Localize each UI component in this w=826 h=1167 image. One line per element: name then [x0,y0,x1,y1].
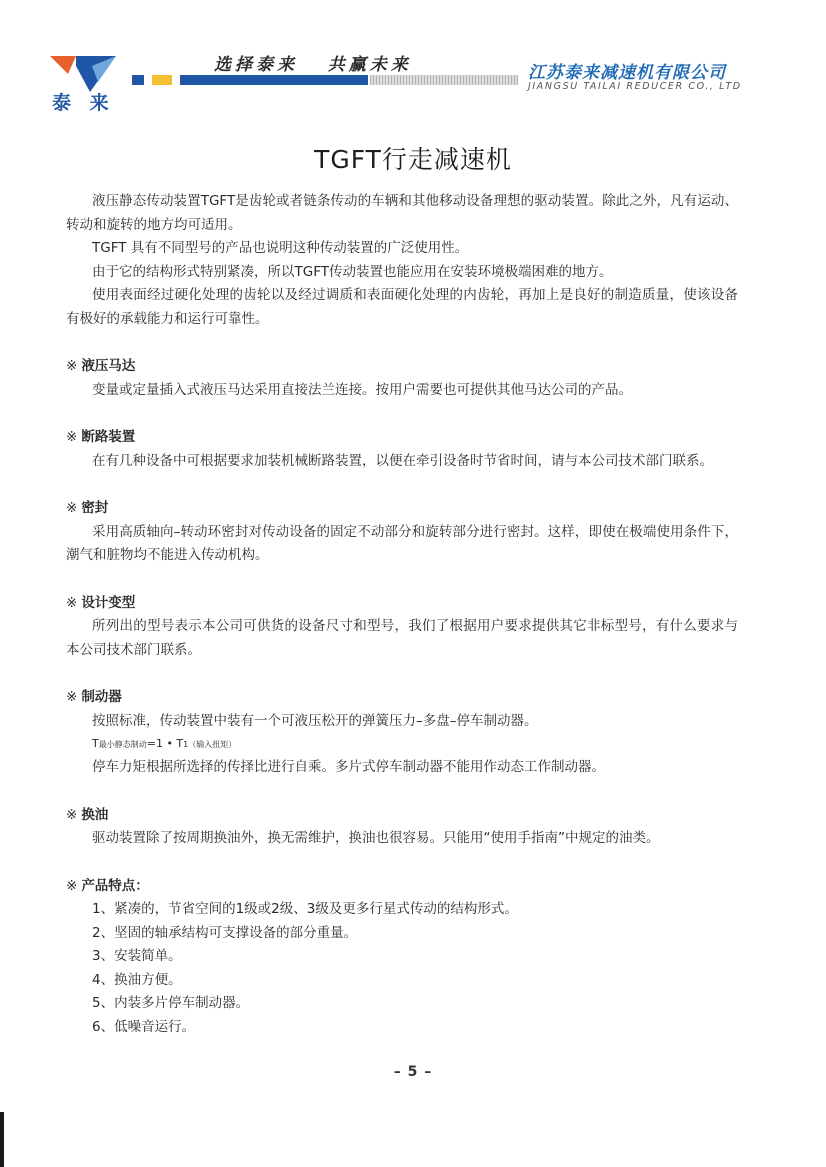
slogan: 选择泰来 共赢未来 [214,55,412,75]
section-heading-oil-change: ※ 换油 [66,806,109,823]
intro-paragraph-4: 使用表面经过硬化处理的齿轮以及经过调质和表面硬化处理的内齿轮，再加上是良好的制造质量，使该设备有极好的承载能力和运行可靠性。 [66,287,738,327]
brake-formula: T最小静态制动=1 • T1（输入扭矩） [92,737,237,750]
section-text-oil-change: 驱动装置除了按周期换油外，换无需维护，换油也很容易。只能用“使用手指南”中规定的油类。 [92,830,660,846]
scan-edge-mark [0,1112,4,1167]
company-name-en: JIANGSU TAILAI REDUCER CO., LTD [528,81,742,92]
feature-item: 3、安装简单。 [92,948,182,964]
section-heading-hydraulic-motor: ※ 液压马达 [66,358,136,374]
reference-mark-icon: ※ [66,500,78,516]
section-text-brake-1: 按照标准，传动装置中装有一个可液压松开的弹簧压力–多盘–停车制动器。 [92,712,538,729]
section-heading-features: ※ 产品特点： [66,877,149,894]
intro-paragraph-2: TGFT 具有不同型号的产品也说明这种传动装置的广泛使用性。 [92,240,469,256]
logo-text: 泰 来 [52,92,115,114]
feature-item: 5、内装多片停车制动器。 [92,995,250,1011]
header-bar-blue [180,75,368,85]
section-heading-design-variant: ※ 设计变型 [66,594,136,611]
header-bar-grey [370,75,518,85]
feature-item: 6、低噪音运行。 [92,1018,196,1035]
reference-mark-icon: ※ [66,689,78,705]
section-text-seal: 采用高质轴向–转动环密封对传动设备的固定不动部分和旋转部分进行密封。这样，即使在极端使用条件下，潮气和脏物均不能进入传动机构。 [66,523,738,563]
section-heading-seal: ※ 密封 [66,500,109,516]
page-title: TGFT行走减速机 [314,145,512,174]
document-body [66,190,738,1039]
page-number: – 5 – [393,1064,433,1080]
feature-item: 4、换油方便。 [92,971,182,988]
feature-item: 1、紧凑的，节省空间的1级或2级、3级及更多行星式传动的结构形式。 [92,901,518,917]
section-text-disconnect: 在有几种设备中可根据要求加装机械断路装置，以便在牵引设备时节省时间，请与本公司技术部门联系。 [92,452,713,469]
section-heading-brake: ※ 制动器 [66,689,122,705]
reference-mark-icon: ※ [66,594,78,611]
header-bar-square-yellow [152,75,172,85]
intro-paragraph-1: 液压静态传动装置TGFT是齿轮或者链条传动的车辆和其他移动设备理想的驱动装置。除此之外，凡有运动、转动和旋转的地方均可适用。 [66,193,738,233]
section-text-brake-2: 停车力矩根据所选择的传择比进行自乘。多片式停车制动器不能用作动态工作制动器。 [92,759,605,775]
reference-mark-icon: ※ [66,806,78,823]
intro-paragraph-3: 由于它的结构形式特别紧凑，所以TGFT传动装置也能应用在安装环境极端困难的地方。 [92,263,613,280]
feature-item: 2、坚固的轴承结构可支撑设备的部分重量。 [92,924,358,941]
section-heading-disconnect: ※ 断路装置 [66,429,136,445]
header-bar-square-blue [132,75,144,85]
reference-mark-icon: ※ [66,429,78,445]
company-name-cn: 江苏泰来减速机有限公司 [528,63,726,83]
section-text-design-variant: 所列出的型号表示本公司可供货的设备尺寸和型号，我们了根据用户要求提供其它非标型号，有什么要求与本公司技术部门联系。 [66,618,738,658]
reference-mark-icon: ※ [66,358,78,374]
section-text-hydraulic-motor: 变量或定量插入式液压马达采用直接法兰连接。按用户需要也可提供其他马达公司的产品。 [92,381,632,398]
reference-mark-icon: ※ [66,877,78,894]
